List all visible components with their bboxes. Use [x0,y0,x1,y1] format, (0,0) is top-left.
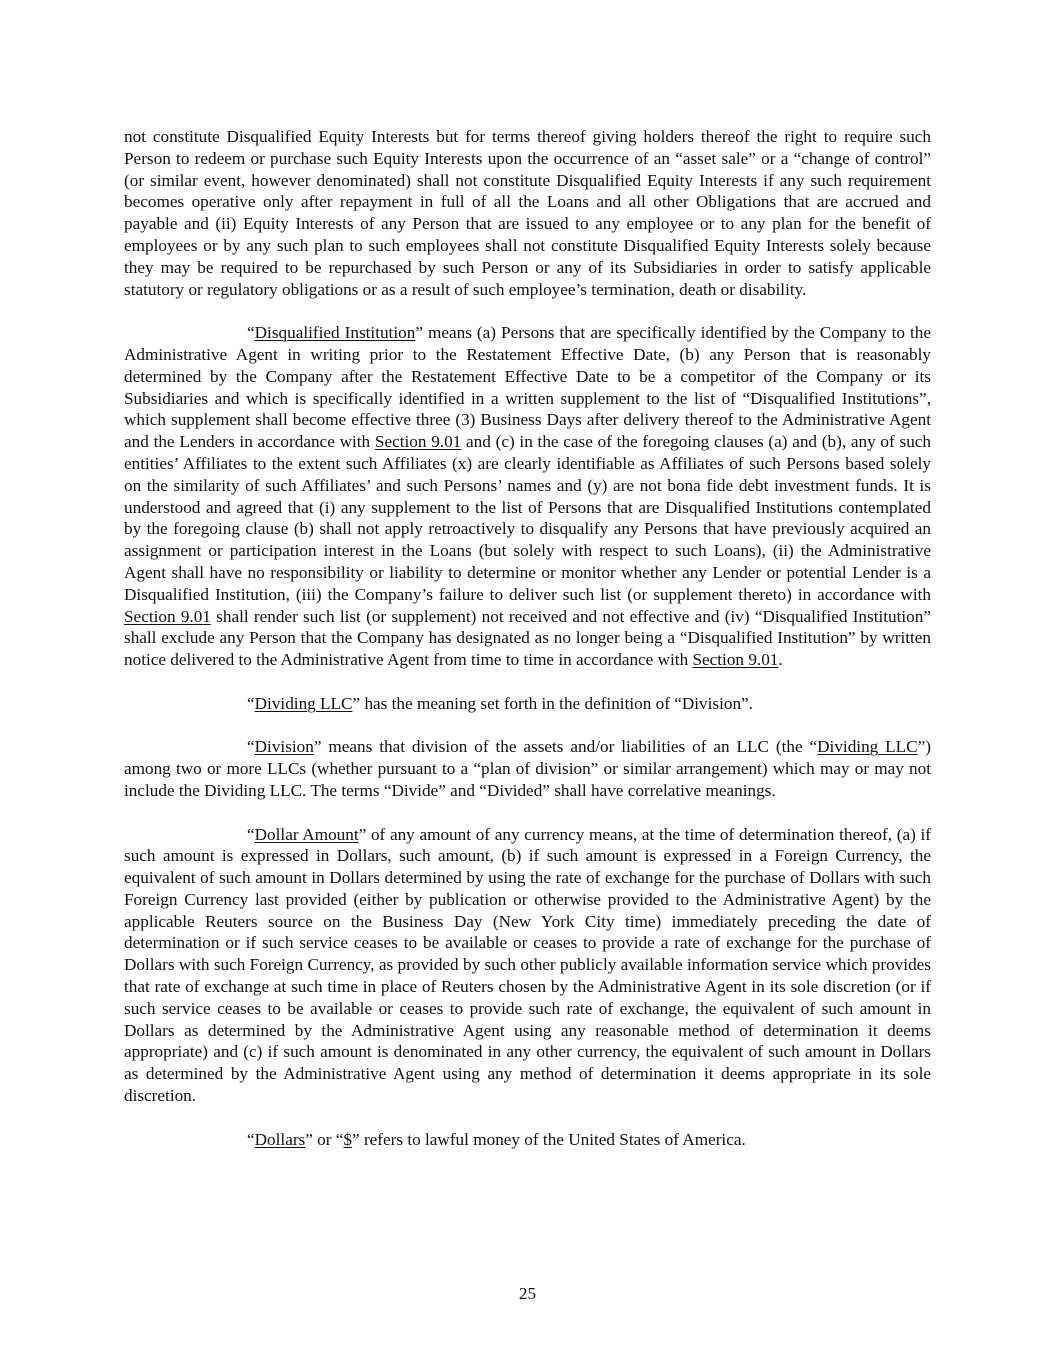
defined-term-division: Division [254,737,314,757]
defined-term-disqualified-institution: Disqualified Institution [254,323,416,343]
paragraph-disqualified-institution [124,322,931,671]
span: “ [247,323,255,343]
span: “ [247,693,255,713]
defined-term-dollar-amount: Dollar Amount [254,824,359,844]
document-body [124,126,931,1150]
span: “ [247,737,255,757]
defined-term-dividing-llc: Dividing LLC [817,737,918,757]
defined-term-dollars: Dollars [254,1129,306,1149]
paragraph-dollar-amount [124,824,931,1107]
section-reference: Section 9.01 [692,650,779,670]
span: ” or “ [305,1129,344,1149]
span: ” refers to lawful money of the United States of America. [352,1129,746,1149]
paragraph-dollars [124,1129,931,1151]
defined-term-dividing-llc: Dividing LLC [254,693,353,713]
section-reference: Section 9.01 [124,606,211,626]
page-number: 25 [518,1284,537,1303]
span: not constitute Disqualified Equity Interests but for terms thereof giving holders thereof the right to require such Person to redeem or purchase such Equity Interests upon the occurrence of an “asset sale” or a “change of control” (or similar event, however denominated) shall not constitute Disqualified Equity Interests if any such requirement becomes operative only after repayment in full of all the Loans and all other Obligations that are accrued and payable and (ii) Equity Interests of any Person that are issued to any employee or to any plan for the benefit of employees or by any such plan to such employees shall not constitute Disqualified Equity Interests solely because they may be required to be repurchased by such Person or any of its Subsidiaries in order to satisfy applicable statutory or regulatory obligations or as a result of such employee’s termination, death or disability. [124,127,931,299]
span: “ [247,1129,255,1149]
span: and (c) in the case of the foregoing clauses (a) and (b), any of such entities’ Affiliates to the extent such Affiliates (x) are clearly identifiable as Affiliates of such Persons based solely on the similarity of such Affiliates’ and such Persons’ names and (y) are not bona fide debt investment funds. It is understood and agreed that (i) any supplement to the list of Persons that are Disqualified Institutions contemplated by the foregoing clause (b) shall not apply retroactively to disqualify any Persons that have previously acquired an assignment or participation interest in the Loans (but solely with respect to such Loans), (ii) the Administrative Agent shall have no responsibility or liability to determine or monitor whether any Lender or potential Lender is a Disqualified Institution, (iii) the Company’s failure to deliver such list (or supplement thereto) in accordance with [124,432,932,604]
span: “ [247,824,255,844]
span: ” means (a) Persons that are specifically identified by the Company to the Administrative Agent in writing prior to the Restatement Effective Date, (b) any Person that is reasonably determined by the Company after the Restatement Effective Date to be a competitor of the Company or its Subsidiaries and which is specifically identified in a written supplement to the list of “Disqualified Institutions”, which supplement shall become effective three (3) Business Days after delivery thereof to the Administrative Agent and the Lenders in accordance with [124,323,931,452]
section-reference: Section 9.01 [374,432,462,452]
span: . [778,650,783,670]
span: ”) among two or more LLCs (whether pursuant to a “plan of division” or similar arrangement) which may or may not include the Dividing LLC. The terms “Divide” and “Divided” shall have correlative meanings. [124,737,931,800]
defined-term-dollar-sign: $ [343,1129,353,1149]
span: shall render such list (or supplement) not received and not effective and (iv) “Disqualified Institution” shall exclude any Person that the Company has designated as no longer being a “Disqualified Institution” by written notice delivered to the Administrative Agent from time to time in accordance with [124,606,931,670]
span: ” of any amount of any currency means, at the time of determination thereof, (a) if such amount is expressed in Dollars, such amount, (b) if such amount is expressed in a Foreign Currency, the equivalent of such amount in Dollars determined by using the rate of exchange for the purchase of Dollars with such Foreign Currency last provided (either by publication or otherwise provided to the Administrative Agent) by the applicable Reuters source on the Business Day (New York City time) immediately preceding the date of determination or if such service ceases to be available or ceases to provide a rate of exchange for the purchase of Dollars with such Foreign Currency, as provided by such other publicly available information service which provides that rate of exchange at such time in place of Reuters chosen by the Administrative Agent in its sole discretion (or if such service ceases to be available or ceases to provide such rate of exchange, the equivalent of such amount in Dollars as determined by the Administrative Agent using any reasonable method of determination it deems appropriate) and (c) if such amount is denominated in any other currency, the equivalent of such amount in Dollars as determined by the Administrative Agent using any method of determination it deems appropriate in its sole discretion. [124,824,931,1106]
paragraph-division [124,736,931,801]
span: ” means that division of the assets and/or liabilities of an LLC (the “ [313,737,818,757]
span: ” has the meaning set forth in the definition of “Division”. [352,693,753,713]
paragraph-dividing-llc [124,693,931,715]
paragraph-disqualified-equity-continuation [124,126,931,300]
